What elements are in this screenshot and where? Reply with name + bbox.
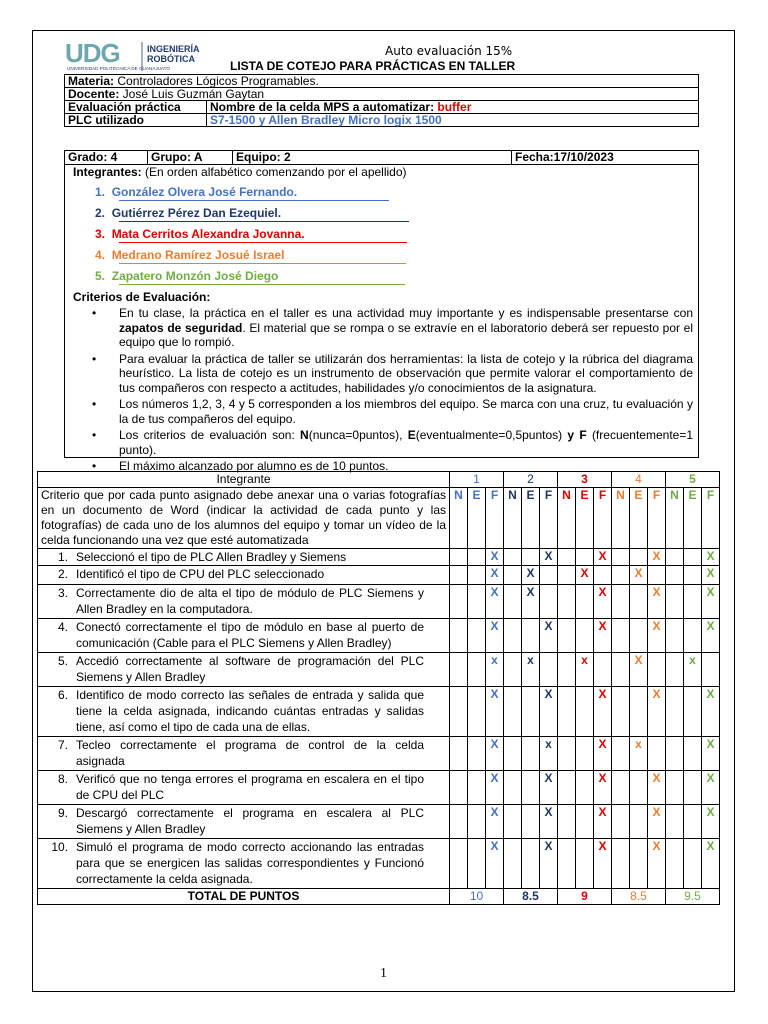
rating-mark — [522, 549, 540, 566]
criteria-item: • En tu clase, la práctica en el taller es una actividad muy importante y es indispensable presentarse con zapatos de seguridad. El material que se rompa o se extravíe en el laboratorio deberá ser repuesto por el equipo que lo rompió. — [89, 306, 693, 350]
rating-header-e: E — [630, 488, 648, 549]
rating-mark: X — [576, 566, 594, 585]
rating-mark — [522, 619, 540, 653]
rating-mark — [666, 737, 684, 771]
rating-mark — [648, 737, 666, 771]
rating-mark — [576, 585, 594, 619]
total-points: 9.5 — [666, 889, 720, 905]
rating-mark: X — [540, 839, 558, 889]
materia-cell: Materia: Controladores Lógicos Programables. — [65, 75, 699, 88]
criterion-cell — [38, 653, 450, 687]
rating-mark — [630, 771, 648, 805]
rating-mark — [450, 549, 468, 566]
rating-mark — [468, 619, 486, 653]
rating-mark — [630, 805, 648, 839]
checklist-row — [38, 839, 720, 889]
rating-mark — [684, 771, 702, 805]
member-number-header: 5 — [666, 472, 720, 488]
rating-mark: x — [630, 737, 648, 771]
rating-mark — [558, 566, 576, 585]
rating-mark — [504, 653, 522, 687]
rating-mark — [558, 771, 576, 805]
criterion-cell — [38, 585, 450, 619]
logo-dept-line1: INGENIERÍA — [147, 44, 200, 54]
rating-mark — [576, 737, 594, 771]
rating-mark: X — [540, 549, 558, 566]
docente-cell: Docente: José Luis Guzmán Gaytan — [65, 88, 699, 101]
criterion-cell — [38, 687, 450, 737]
criterion-number: 1. — [57, 550, 68, 564]
rating-mark — [450, 566, 468, 585]
criterion-text: Accedió correctamente al software de programación del PLC Siemens y Allen Bradley — [76, 654, 424, 684]
member-item: 5. Zapatero Monzón José Diego — [95, 268, 305, 289]
grupo: Grupo: A — [148, 151, 233, 165]
checklist-row — [38, 687, 720, 737]
rating-mark — [684, 805, 702, 839]
rating-mark — [684, 619, 702, 653]
rating-mark — [468, 687, 486, 737]
rating-mark — [468, 805, 486, 839]
checklist-row — [38, 619, 720, 653]
checklist-row — [38, 771, 720, 805]
rating-mark — [558, 549, 576, 566]
rating-mark — [450, 737, 468, 771]
university-logo — [65, 40, 215, 75]
rating-mark — [666, 771, 684, 805]
criterion-text: Identificó el tipo de CPU del PLC seleccionado — [76, 567, 325, 581]
rating-mark — [648, 566, 666, 585]
rating-mark — [504, 566, 522, 585]
rating-mark — [558, 653, 576, 687]
rating-mark: X — [648, 687, 666, 737]
rating-mark — [540, 566, 558, 585]
rating-mark — [702, 653, 720, 687]
rating-mark — [450, 839, 468, 889]
rating-mark — [558, 839, 576, 889]
rating-mark: X — [486, 737, 504, 771]
rating-mark: X — [486, 585, 504, 619]
rating-mark — [468, 549, 486, 566]
rating-mark — [468, 585, 486, 619]
criterion-text: Verificó que no tenga errores el programa en escalera en el tipo de CPU del PLC — [76, 772, 424, 802]
rating-header-n: N — [504, 488, 522, 549]
checklist-row — [38, 549, 720, 566]
rating-mark — [594, 566, 612, 585]
rating-mark — [558, 585, 576, 619]
rating-mark: X — [702, 805, 720, 839]
rating-mark: X — [540, 771, 558, 805]
rating-mark: X — [594, 619, 612, 653]
rating-mark — [630, 549, 648, 566]
rating-mark: X — [702, 585, 720, 619]
rating-mark — [612, 549, 630, 566]
rating-header-n: N — [558, 488, 576, 549]
checklist-row — [38, 737, 720, 771]
rating-mark: X — [486, 566, 504, 585]
rating-mark — [612, 653, 630, 687]
rating-mark: X — [702, 549, 720, 566]
members-criteria-box — [64, 164, 699, 473]
rating-mark: x — [684, 653, 702, 687]
rating-mark: X — [522, 566, 540, 585]
criteria-item: • El máximo alcanzado por alumno es de 10 puntos. — [89, 459, 693, 474]
rating-mark: X — [594, 687, 612, 737]
member-item: 4. Medrano Ramírez Josué Israel — [95, 247, 305, 268]
plc-value: S7-1500 y Allen Bradley Micro logix 1500 — [207, 114, 699, 127]
rating-mark: X — [522, 585, 540, 619]
rating-mark — [594, 653, 612, 687]
rating-header-n: N — [450, 488, 468, 549]
rating-mark: X — [486, 687, 504, 737]
rating-header-f: F — [648, 488, 666, 549]
rating-mark: X — [702, 839, 720, 889]
criterion-cell — [38, 549, 450, 566]
rating-mark: X — [540, 805, 558, 839]
criterion-cell — [38, 805, 450, 839]
rating-mark: X — [630, 566, 648, 585]
checklist-table — [37, 471, 720, 905]
member-item: 2. Gutiérrez Pérez Dan Ezequiel. — [95, 205, 305, 226]
rating-mark — [504, 619, 522, 653]
rating-mark — [558, 805, 576, 839]
rating-mark: X — [702, 566, 720, 585]
rating-mark: X — [702, 737, 720, 771]
rating-header-e: E — [522, 488, 540, 549]
criterion-number: 5. — [57, 654, 68, 668]
rating-mark — [666, 653, 684, 687]
criteria-list — [89, 306, 693, 476]
criterion-cell — [38, 771, 450, 805]
rating-mark — [450, 771, 468, 805]
rating-mark — [504, 805, 522, 839]
criterion-number: 3. — [57, 586, 68, 600]
rating-mark: X — [594, 585, 612, 619]
total-points: 8.5 — [612, 889, 666, 905]
rating-mark — [684, 566, 702, 585]
rating-mark — [612, 585, 630, 619]
equipo: Equipo: 2 — [233, 151, 512, 165]
integrante-header: Integrante — [38, 472, 450, 488]
rating-mark: x — [576, 653, 594, 687]
celda-cell: Nombre de la celda MPS a automatizar: buffer — [207, 101, 699, 114]
member-item: 1. González Olvera José Fernando. — [95, 184, 305, 205]
checklist-row — [38, 805, 720, 839]
rating-mark — [558, 619, 576, 653]
rating-mark — [666, 566, 684, 585]
rating-mark: X — [540, 687, 558, 737]
fecha: Fecha:17/10/2023 — [512, 151, 699, 165]
rating-mark — [468, 566, 486, 585]
rating-mark — [504, 549, 522, 566]
criteria-item: • Los números 1,2, 3, 4 y 5 corresponden a los miembros del equipo. Se marca con una cruz, tu evaluación y la de tus compañeros del equipo. — [89, 397, 693, 426]
criterion-cell — [38, 737, 450, 771]
rating-mark — [504, 771, 522, 805]
criterion-text: Conectó correctamente el tipo de módulo en base al puerto de comunicación (Cable para el PLC Siemens y Allen Bradley) — [76, 620, 424, 650]
rating-mark — [612, 771, 630, 805]
member-item: 3. Mata Cerritos Alexandra Jovanna. — [95, 226, 305, 247]
member-number-header: 1 — [450, 472, 504, 488]
rating-mark: X — [486, 549, 504, 566]
rating-mark — [450, 585, 468, 619]
rating-mark — [558, 737, 576, 771]
rating-mark: X — [648, 549, 666, 566]
rating-mark — [540, 653, 558, 687]
rating-mark — [684, 839, 702, 889]
criterion-cell — [38, 839, 450, 889]
checklist-row — [38, 585, 720, 619]
rating-mark — [468, 737, 486, 771]
checklist-row — [38, 653, 720, 687]
criterion-number: 8. — [57, 772, 68, 786]
rating-mark: X — [702, 687, 720, 737]
rating-mark — [504, 737, 522, 771]
rating-mark — [630, 839, 648, 889]
rating-mark: X — [594, 839, 612, 889]
rating-mark — [684, 737, 702, 771]
eval-label: Evaluación práctica — [65, 101, 207, 114]
rating-mark — [612, 839, 630, 889]
rating-mark: X — [648, 585, 666, 619]
rating-mark — [666, 805, 684, 839]
rating-mark — [684, 687, 702, 737]
criterion-text: Simuló el programa de modo correcto accionando las entradas para que se energicen las salidas correspondientes y Funcionó correctamente la celda asignada. — [76, 840, 424, 886]
rating-mark: X — [594, 737, 612, 771]
criterion-cell — [38, 619, 450, 653]
rating-mark: X — [594, 771, 612, 805]
criterion-number: 10. — [51, 840, 68, 854]
member-number-header: 2 — [504, 472, 558, 488]
rating-mark — [522, 805, 540, 839]
rating-mark: X — [648, 619, 666, 653]
checklist-row — [38, 566, 720, 585]
rating-mark — [540, 585, 558, 619]
rating-mark — [504, 839, 522, 889]
rating-mark: X — [702, 619, 720, 653]
rating-mark — [684, 585, 702, 619]
rating-mark — [630, 687, 648, 737]
rating-mark — [648, 653, 666, 687]
criterion-number: 6. — [57, 688, 68, 702]
member-number-header: 3 — [558, 472, 612, 488]
rating-header-f: F — [702, 488, 720, 549]
rating-header-e: E — [468, 488, 486, 549]
total-label: TOTAL DE PUNTOS — [38, 889, 450, 905]
criterion-number: 2. — [57, 567, 68, 581]
rating-mark — [576, 549, 594, 566]
rating-mark — [612, 687, 630, 737]
rating-mark — [576, 687, 594, 737]
member-list — [95, 184, 305, 289]
rating-mark: x — [540, 737, 558, 771]
rating-mark — [450, 687, 468, 737]
rating-mark — [576, 619, 594, 653]
criterion-number: 7. — [57, 738, 68, 752]
logo-letters: UDG — [65, 40, 120, 68]
rating-mark: X — [594, 549, 612, 566]
rating-mark — [576, 839, 594, 889]
rating-mark: X — [648, 805, 666, 839]
criterion-text: Descargó correctamente el programa en escalera al PLC Siemens y Allen Bradley — [76, 806, 424, 836]
rating-mark — [450, 619, 468, 653]
rating-header-n: N — [612, 488, 630, 549]
rating-mark — [630, 585, 648, 619]
integrantes-heading: Integrantes: (En orden alfabético comenzando por el apellido) — [73, 165, 407, 179]
rating-mark — [666, 839, 684, 889]
rating-mark — [450, 805, 468, 839]
rating-mark — [630, 619, 648, 653]
course-info-table — [64, 74, 699, 127]
rating-mark: X — [486, 619, 504, 653]
rating-header-e: E — [576, 488, 594, 549]
plc-label: PLC utilizado — [65, 114, 207, 127]
rating-mark: X — [702, 771, 720, 805]
rating-mark: X — [630, 653, 648, 687]
rating-mark — [666, 687, 684, 737]
rating-mark — [468, 771, 486, 805]
rating-mark — [576, 805, 594, 839]
rating-mark — [612, 566, 630, 585]
rating-mark — [468, 839, 486, 889]
criterion-text: Tecleo correctamente el programa de control de la celda asignada — [76, 738, 424, 768]
rating-mark: X — [648, 839, 666, 889]
rating-mark — [612, 737, 630, 771]
rating-header-n: N — [666, 488, 684, 549]
rating-mark: X — [486, 805, 504, 839]
rating-mark — [504, 585, 522, 619]
rating-mark — [504, 687, 522, 737]
criterion-text: Seleccionó el tipo de PLC Allen Bradley y Siemens — [76, 550, 347, 564]
rating-header-e: E — [684, 488, 702, 549]
criterion-cell — [38, 566, 450, 585]
rating-mark — [522, 771, 540, 805]
rating-mark: X — [648, 771, 666, 805]
rating-mark: X — [486, 771, 504, 805]
criterion-number: 4. — [57, 620, 68, 634]
total-points: 9 — [558, 889, 612, 905]
rating-mark — [522, 839, 540, 889]
criteria-item: • Para evaluar la práctica de taller se utilizarán dos herramientas: la lista de cotejo y la rúbrica del diagrama heurístico. La lista de cotejo es un instrumento de observación que permite valorar el comportamiento de tus compañeros con respecto a actitudes, habilidades y/o conocimientos de la asignatura. — [89, 352, 693, 396]
logo-dept-line2: ROBÓTICA — [147, 54, 195, 64]
criterion-number: 9. — [57, 806, 68, 820]
member-number-header: 4 — [612, 472, 666, 488]
rating-mark — [522, 687, 540, 737]
rating-mark — [522, 737, 540, 771]
rating-header-f: F — [540, 488, 558, 549]
total-points: 10 — [450, 889, 504, 905]
rating-mark — [666, 585, 684, 619]
criteria-intro: Criterio que por cada punto asignado debe anexar una o varias fotografías en un documento de Word (indicar la actividad de cada punto y las fotografías) de cada uno de los alumnos del equipo y tomar un vídeo de la celda funcionando una vez que esté automatizada — [38, 488, 450, 549]
rating-mark: X — [486, 839, 504, 889]
rating-header-f: F — [486, 488, 504, 549]
criteria-heading: Criterios de Evaluación: — [73, 290, 211, 304]
group-info-table — [64, 150, 699, 165]
document-title: LISTA DE COTEJO PARA PRÁCTICAS EN TALLER — [230, 59, 516, 73]
rating-mark: X — [594, 805, 612, 839]
document-subtitle: Auto evaluación 15% — [385, 44, 513, 58]
grado: Grado: 4 — [65, 151, 148, 165]
criterion-text: Correctamente dio de alta el tipo de módulo de PLC Siemens y Allen Bradley en la computadora. — [76, 586, 424, 616]
rating-mark — [684, 549, 702, 566]
rating-mark: X — [540, 619, 558, 653]
logo-caption: UNIVERSIDAD POLITÉCNICA DE GUANAJUATO — [67, 66, 170, 71]
rating-mark — [450, 653, 468, 687]
page-number: 1 — [380, 966, 387, 981]
rating-mark — [558, 687, 576, 737]
total-points: 8.5 — [504, 889, 558, 905]
rating-mark — [612, 619, 630, 653]
rating-mark — [576, 771, 594, 805]
criteria-item: • Los criterios de evaluación son: N(nunca=0puntos), E(eventualmente=0,5puntos) y F (frecuentemente=1 punto). — [89, 428, 693, 457]
rating-mark — [666, 619, 684, 653]
rating-mark — [666, 549, 684, 566]
rating-header-f: F — [594, 488, 612, 549]
rating-mark: x — [522, 653, 540, 687]
rating-mark — [468, 653, 486, 687]
rating-mark: x — [486, 653, 504, 687]
criterion-text: Identifico de modo correcto las señales de entrada y salida que tiene la celda asignada, indicando cuántas entradas y salidas tiene, así como el tipo de cada una de ellas. — [76, 688, 424, 734]
rating-mark — [612, 805, 630, 839]
